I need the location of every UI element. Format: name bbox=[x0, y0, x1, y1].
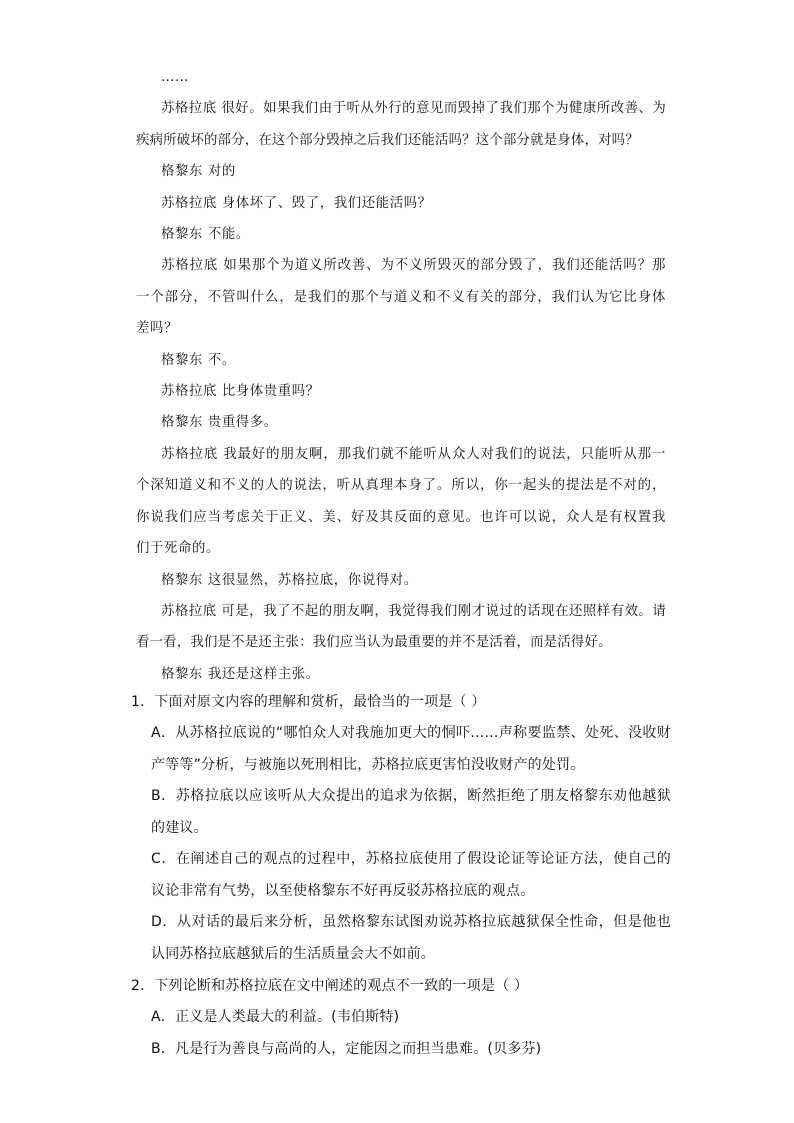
dialogue-line-crito: 格黎东 贵重得多。 bbox=[161, 415, 278, 431]
option-b: B．苏格拉底以应该听从大众提出的追求为依据，断然拒绝了朋友格黎东劝他越狱的建议。 bbox=[151, 788, 671, 836]
dialogue-line-crito: 格黎东 对的 bbox=[161, 164, 236, 180]
option-d: D．从对话的最后来分析，虽然格黎东试图劝说苏格拉底越狱保全性命，但是他也认同苏格拉底越狱后的生活质量会大不如前。 bbox=[151, 914, 671, 962]
dialogue-line-socrates: 苏格拉底 很好。如果我们由于听从外行的意见而毁掉了我们那个为健康所改善、为疾病所破坏的部分，在这个部分毁掉之后我们还能活吗？这个部分就是身体，对吗？ bbox=[136, 101, 666, 148]
dialogue-line-socrates: 苏格拉底 我最好的朋友啊，那我们就不能听从众人对我们的说法，只能听从那一个深知道义和不义的人的说法，听从真理本身了。所以，你一起头的提法是不对的，你说我们应当考虑关于正义、美、好及其反面的意见。也许可以说，众人是有权置我们于死命的。 bbox=[136, 446, 666, 557]
question-section bbox=[131, 686, 671, 1065]
dialogue-line-socrates: 苏格拉底 比身体贵重吗？ bbox=[161, 384, 320, 400]
question-stem: 2．下列论断和苏格拉底在文中阐述的观点不一致的一项是（ ） bbox=[131, 978, 529, 994]
ellipsis: …… bbox=[161, 70, 189, 85]
dialogue-line-socrates: 苏格拉底 身体坏了、毁了，我们还能活吗？ bbox=[161, 195, 432, 211]
question-stem: 1．下面对原文内容的理解和赏析，最恰当的一项是（ ） bbox=[131, 694, 486, 710]
dialogue-line-crito: 格黎东 不。 bbox=[161, 352, 236, 368]
dialogue-line-socrates: 苏格拉底 可是，我了不起的朋友啊，我觉得我们刚才说过的话现在还照样有效。请看一看，我们是不是还主张：我们应当认为最重要的并不是活着，而是活得好。 bbox=[136, 603, 666, 651]
question-2 bbox=[131, 970, 671, 1065]
dialogue-line-crito: 格黎东 我还是这样主张。 bbox=[161, 666, 320, 682]
option-b: B．凡是行为善良与高尚的人，定能因之而担当患难。(贝多芬) bbox=[151, 1040, 542, 1057]
question-1 bbox=[131, 686, 671, 970]
dialogue-line-socrates: 苏格拉底 如果那个为道义所改善、为不义所毁灭的部分毁了，我们还能活吗？那一个部分，不管叫什么，是我们的那个与道义和不义有关的部分，我们认为它比身体差吗？ bbox=[136, 258, 666, 337]
dialogue-line-crito: 格黎东 不能。 bbox=[161, 227, 250, 243]
option-c: C．在阐述自己的观点的过程中，苏格拉底使用了假设论证等论证方法，使自己的议论非常有气势，以至使格黎东不好再反驳苏格拉底的观点。 bbox=[151, 851, 671, 899]
dialogue-excerpt bbox=[136, 62, 666, 690]
option-a: A．正义是人类最大的利益。(韦伯斯特) bbox=[151, 1009, 400, 1025]
dialogue-line-crito: 格黎东 这很显然，苏格拉底，你说得对。 bbox=[161, 572, 418, 588]
option-a: A．从苏格拉底说的“哪怕众人对我施加更大的恫吓……声称要监禁、处死、没收财产等等”分析，与被施以死刑相比，苏格拉底更害怕没收财产的处罚。 bbox=[151, 725, 671, 773]
